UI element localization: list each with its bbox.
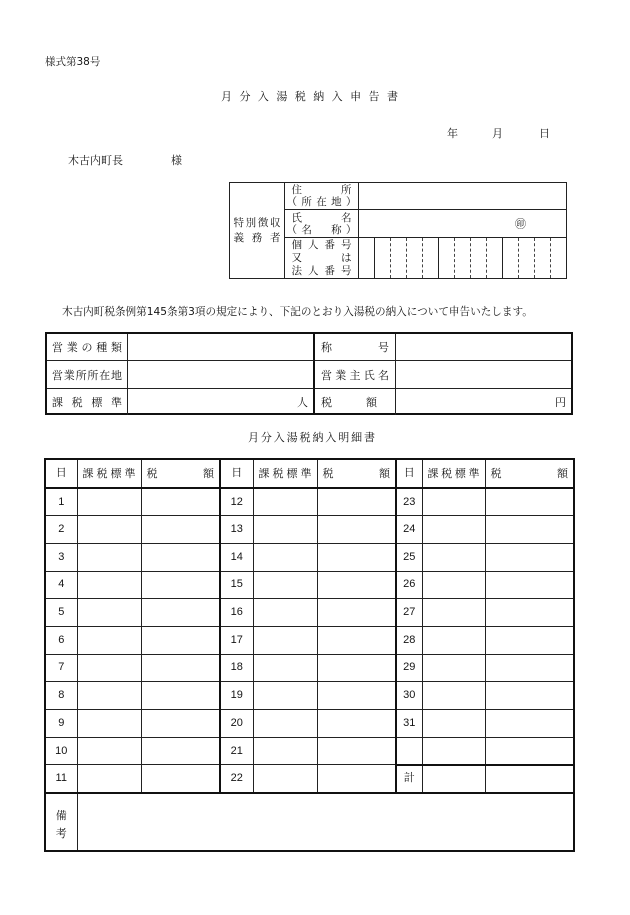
digit-box bbox=[503, 238, 519, 278]
tax-base-cell bbox=[422, 571, 485, 599]
tax-base-cell bbox=[253, 626, 317, 654]
name-label bbox=[285, 210, 359, 238]
tax-base-cell bbox=[422, 488, 485, 516]
tax-amount-cell bbox=[485, 765, 574, 793]
tax-base-field bbox=[128, 389, 315, 415]
digit-box bbox=[423, 238, 439, 278]
detail-row bbox=[45, 599, 574, 627]
address-label-line: 住 所 bbox=[291, 184, 352, 196]
tax-base-cell bbox=[77, 516, 141, 544]
tax-base-cell bbox=[253, 488, 317, 516]
header-tax-base bbox=[253, 459, 317, 488]
header-tax-amount bbox=[485, 459, 574, 488]
tax-base-cell bbox=[253, 710, 317, 738]
header-tax-base bbox=[77, 459, 141, 488]
tax-base-cell bbox=[422, 516, 485, 544]
addressee-honorific: 様 bbox=[171, 154, 182, 167]
day-number: 6 bbox=[45, 626, 77, 654]
header-tax-amount bbox=[317, 459, 396, 488]
tax-amount-cell bbox=[485, 516, 574, 544]
day-number: 10 bbox=[45, 737, 77, 765]
tax-base-cell bbox=[77, 488, 141, 516]
tax-amount-cell bbox=[317, 765, 396, 793]
name-label-line: （名 称） bbox=[286, 223, 357, 236]
remarks-label-text: 備考 bbox=[55, 808, 67, 840]
tax-base-cell bbox=[422, 682, 485, 710]
location-label-text: 営業所所在地 bbox=[52, 368, 122, 382]
day-number: 19 bbox=[220, 682, 253, 710]
business-table bbox=[45, 332, 573, 415]
tax-amount-cell bbox=[141, 626, 220, 654]
header-day: 日 bbox=[396, 459, 422, 488]
tax-amount-cell bbox=[485, 488, 574, 516]
tax-amount-cell bbox=[317, 571, 396, 599]
tax-amount-cell bbox=[141, 682, 220, 710]
detail-row bbox=[45, 543, 574, 571]
detail-row bbox=[45, 710, 574, 738]
tax-amount-cell bbox=[317, 737, 396, 765]
tax-base-cell bbox=[77, 682, 141, 710]
trade-name-label bbox=[315, 334, 396, 361]
remarks-field bbox=[77, 793, 574, 851]
date-year-label: 年 bbox=[447, 127, 458, 140]
tax-amount-cell bbox=[141, 654, 220, 682]
addressee-name: 木古内町長 bbox=[68, 154, 123, 167]
tax-base-cell bbox=[253, 516, 317, 544]
day-number: 28 bbox=[396, 626, 422, 654]
tax-amount-cell bbox=[141, 516, 220, 544]
header-tax-base bbox=[422, 459, 485, 488]
day-number: 12 bbox=[220, 488, 253, 516]
digit-box bbox=[471, 238, 487, 278]
day-number: 22 bbox=[220, 765, 253, 793]
day-number: 17 bbox=[220, 626, 253, 654]
tax-base-cell bbox=[422, 710, 485, 738]
tax-amount-cell bbox=[485, 710, 574, 738]
digit-box bbox=[359, 238, 375, 278]
day-number: 21 bbox=[220, 737, 253, 765]
business-type-label bbox=[47, 334, 128, 361]
tax-amount-cell bbox=[485, 654, 574, 682]
day-number: 29 bbox=[396, 654, 422, 682]
tax-base-cell bbox=[422, 543, 485, 571]
trade-name-label-text: 称 号 bbox=[321, 341, 389, 354]
date-day-label: 日 bbox=[539, 127, 550, 140]
tax-amount-cell bbox=[485, 543, 574, 571]
tax-base-cell bbox=[77, 654, 141, 682]
tax-base-label-text: 課 税 標 準 bbox=[52, 396, 122, 409]
day-number: 18 bbox=[220, 654, 253, 682]
tax-base-cell bbox=[422, 599, 485, 627]
number-label-line: 又 は bbox=[291, 251, 352, 264]
special-collector-label-line: 義 務 者 bbox=[233, 231, 281, 244]
day-number: 1 bbox=[45, 488, 77, 516]
tax-base-cell bbox=[422, 737, 485, 765]
tax-amount-cell bbox=[485, 682, 574, 710]
tax-amount-cell bbox=[141, 710, 220, 738]
day-number: 27 bbox=[396, 599, 422, 627]
tax-base-cell bbox=[422, 765, 485, 793]
address-label bbox=[285, 183, 359, 210]
day-number: 15 bbox=[220, 571, 253, 599]
special-collector-label-line: 特別徴収 bbox=[233, 216, 281, 229]
digit-box bbox=[551, 238, 566, 278]
tax-base-cell bbox=[253, 737, 317, 765]
header-day: 日 bbox=[220, 459, 253, 488]
digit-box bbox=[535, 238, 551, 278]
tax-amount-cell bbox=[141, 737, 220, 765]
collector-table bbox=[229, 182, 567, 279]
day-number: 31 bbox=[396, 710, 422, 738]
detail-rows bbox=[45, 488, 574, 793]
tax-base-cell bbox=[253, 543, 317, 571]
detail-title: 月分入湯税納入明細書 bbox=[248, 431, 375, 444]
tax-amount-cell bbox=[317, 626, 396, 654]
owner-field bbox=[396, 361, 571, 389]
number-label bbox=[285, 238, 359, 278]
detail-row bbox=[45, 488, 574, 516]
day-number: 23 bbox=[396, 488, 422, 516]
detail-row bbox=[45, 682, 574, 710]
header-tax-amount-text: 税 額 bbox=[322, 467, 390, 480]
tax-amount-cell bbox=[317, 516, 396, 544]
remarks-row bbox=[45, 793, 574, 851]
digit-box bbox=[391, 238, 407, 278]
header-tax-base-text: 課税標準 bbox=[427, 467, 480, 480]
day-number: 16 bbox=[220, 599, 253, 627]
name-field bbox=[359, 210, 566, 238]
day-number: 3 bbox=[45, 543, 77, 571]
tax-base-cell bbox=[77, 599, 141, 627]
tax-amount-cell bbox=[485, 571, 574, 599]
header-tax-base-text: 課税標準 bbox=[258, 467, 312, 480]
tax-base-cell bbox=[422, 626, 485, 654]
day-number: 4 bbox=[45, 571, 77, 599]
day-number: 11 bbox=[45, 765, 77, 793]
header-tax-amount-text: 税 額 bbox=[146, 467, 214, 480]
tax-base-cell bbox=[253, 571, 317, 599]
detail-table bbox=[44, 458, 575, 852]
form-number: 様式第38号 bbox=[45, 56, 101, 68]
day-number: 20 bbox=[220, 710, 253, 738]
tax-base-cell bbox=[77, 765, 141, 793]
tax-base-cell bbox=[77, 571, 141, 599]
day-number: 9 bbox=[45, 710, 77, 738]
tax-base-cell bbox=[77, 737, 141, 765]
day-number: 25 bbox=[396, 543, 422, 571]
day-number: 5 bbox=[45, 599, 77, 627]
name-label-line: 氏 名 bbox=[291, 211, 352, 224]
tax-amount-cell bbox=[485, 599, 574, 627]
digit-box bbox=[407, 238, 423, 278]
tax-amount-cell bbox=[317, 599, 396, 627]
day-cell-blank bbox=[396, 737, 422, 765]
tax-base-cell bbox=[253, 654, 317, 682]
header-tax-amount-text: 税 額 bbox=[490, 467, 568, 480]
number-label-line: 個 人 番 号 bbox=[291, 238, 352, 251]
header-tax-amount bbox=[141, 459, 220, 488]
tax-base-cell bbox=[253, 765, 317, 793]
tax-amount-label bbox=[315, 389, 396, 415]
tax-amount-cell bbox=[317, 682, 396, 710]
tax-amount-label-text: 税 額 bbox=[321, 396, 377, 409]
tax-amount-cell bbox=[317, 543, 396, 571]
seal-mark: ㊞ bbox=[515, 217, 526, 230]
location-field bbox=[128, 361, 315, 389]
tax-amount-cell bbox=[141, 599, 220, 627]
day-number: 24 bbox=[396, 516, 422, 544]
tax-amount-cell bbox=[317, 488, 396, 516]
detail-row bbox=[45, 737, 574, 765]
business-type-field bbox=[128, 334, 315, 361]
detail-row bbox=[45, 516, 574, 544]
number-field bbox=[359, 238, 566, 278]
tax-amount-cell bbox=[141, 543, 220, 571]
form-title: 月 分 入 湯 税 納 入 申 告 書 bbox=[221, 90, 398, 103]
detail-row bbox=[45, 765, 574, 793]
header-day: 日 bbox=[45, 459, 77, 488]
tax-amount-field bbox=[396, 389, 571, 415]
detail-header-row bbox=[45, 459, 574, 488]
remarks-label bbox=[45, 793, 77, 851]
declaration-text: 木古内町税条例第145条第3項の規定により、下記のとおり入湯税の納入について申告いたします。 bbox=[62, 306, 533, 318]
detail-row bbox=[45, 654, 574, 682]
day-number: 7 bbox=[45, 654, 77, 682]
total-label: 計 bbox=[396, 765, 422, 793]
digit-box bbox=[487, 238, 503, 278]
tax-amount-cell bbox=[141, 488, 220, 516]
day-number: 13 bbox=[220, 516, 253, 544]
tax-base-cell bbox=[77, 710, 141, 738]
digit-box bbox=[439, 238, 455, 278]
digit-box bbox=[519, 238, 535, 278]
day-number: 14 bbox=[220, 543, 253, 571]
address-field bbox=[359, 183, 566, 210]
header-tax-base-text: 課税標準 bbox=[82, 467, 136, 480]
owner-label-text: 営業主氏名 bbox=[321, 368, 389, 382]
tax-amount-cell bbox=[141, 571, 220, 599]
tax-base-cell bbox=[77, 543, 141, 571]
owner-label bbox=[315, 361, 396, 389]
tax-amount-cell bbox=[485, 626, 574, 654]
trade-name-field bbox=[396, 334, 571, 361]
digit-box bbox=[375, 238, 391, 278]
tax-base-cell bbox=[422, 654, 485, 682]
day-number: 26 bbox=[396, 571, 422, 599]
tax-amount-cell bbox=[485, 737, 574, 765]
tax-base-cell bbox=[253, 682, 317, 710]
day-number: 8 bbox=[45, 682, 77, 710]
location-label bbox=[47, 361, 128, 389]
number-label-line: 法 人 番 号 bbox=[291, 264, 352, 277]
tax-amount-unit: 円 bbox=[555, 396, 566, 409]
date-month-label: 月 bbox=[492, 127, 503, 140]
day-number: 2 bbox=[45, 516, 77, 544]
tax-base-cell bbox=[77, 626, 141, 654]
tax-amount-cell bbox=[317, 654, 396, 682]
tax-base-cell bbox=[253, 599, 317, 627]
tax-base-unit: 人 bbox=[297, 396, 308, 409]
day-number: 30 bbox=[396, 682, 422, 710]
special-collector-label bbox=[230, 183, 285, 278]
digit-box bbox=[455, 238, 471, 278]
tax-base-label bbox=[47, 389, 128, 415]
detail-row bbox=[45, 571, 574, 599]
address-label-line: （所在地） bbox=[286, 196, 357, 208]
detail-row bbox=[45, 626, 574, 654]
tax-amount-cell bbox=[141, 765, 220, 793]
tax-amount-cell bbox=[317, 710, 396, 738]
business-type-label-text: 営 業 の 種 類 bbox=[52, 341, 122, 354]
